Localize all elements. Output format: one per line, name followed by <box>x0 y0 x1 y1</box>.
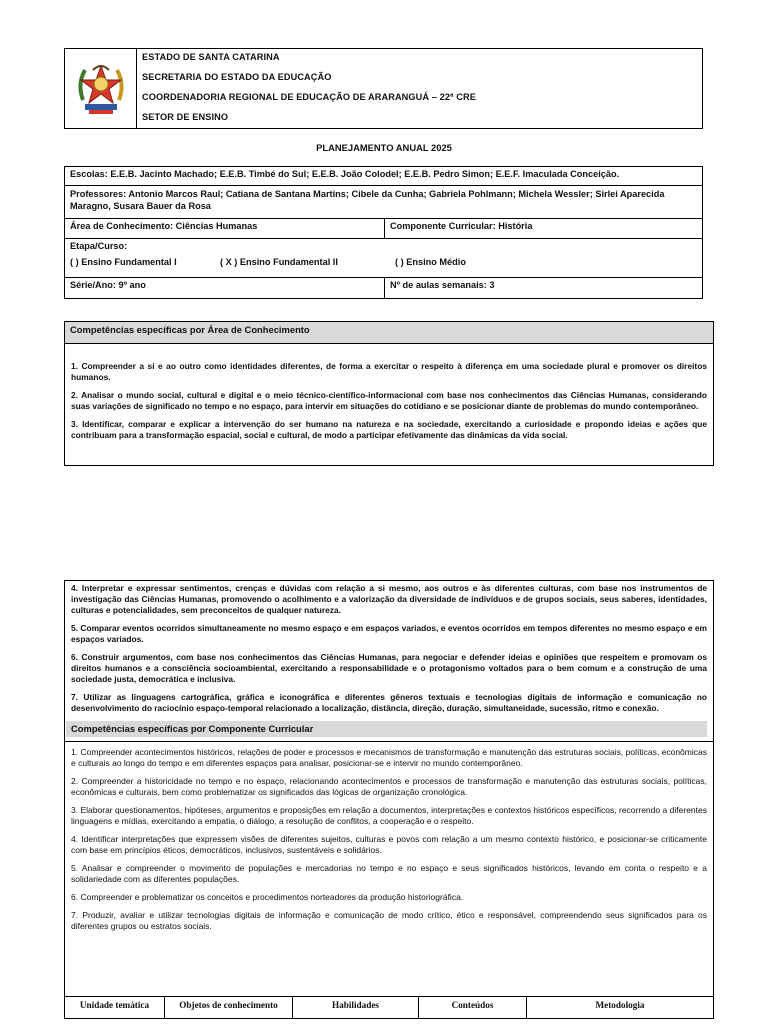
component-competency-item: 4. Identificar interpretações que expressem visões de diferentes sujeitos, culturas e povos com relação a um mesmo contexto histórico, e posicionar-se criticamente com base em princípios éticos, democráticos, inclusivos, sustentáveis e solidários. <box>71 834 707 855</box>
option-medio: ( ) Ensino Médio <box>395 257 466 267</box>
col-skills: Habilidades <box>293 997 419 1018</box>
schools-row: Escolas: E.E.B. Jacinto Machado; E.E.B. Timbé do Sul; E.E.B. João Colodel; E.E.B. Pedro Simon; E.E.F. Imaculada Conceição. <box>65 167 702 186</box>
area-competency-item: 5. Comparar eventos ocorridos simultaneamente no mesmo espaço e em espaços variados, e eventos ocorridos em tempos diferentes no mesmo espaço e em espaços variados. <box>71 623 707 644</box>
header-state: ESTADO DE SANTA CATARINA <box>142 52 280 62</box>
col-thematic-unit: Unidade temática <box>65 997 165 1018</box>
stage-options <box>70 257 697 267</box>
area-competencies-continued <box>65 581 713 714</box>
planning-table-header <box>65 996 713 1018</box>
component-competency-item: 1. Compreender acontecimentos históricos, relações de poder e processos e mecanismos de transformação e manutenção das estruturas sociais, políticas, econômicas e culturais ao longo do tempo e em diferentes espaços para analisar, posicionar-se e intervir no mundo contemporâneo. <box>71 747 707 768</box>
coat-of-arms-icon <box>75 60 127 118</box>
component-competencies-heading: Competências específicas por Componente Curricular <box>66 721 707 737</box>
option-fundamental-1: ( ) Ensino Fundamental I <box>70 257 177 267</box>
continued-competencies-box <box>64 580 714 1019</box>
header-coordination: COORDENADORIA REGIONAL DE EDUCAÇÃO DE ARARANGUÁ – 22ª CRE <box>142 92 476 102</box>
page-title: PLANEJAMENTO ANUAL 2025 <box>316 142 452 153</box>
stage-label: Etapa/Curso: <box>70 241 128 251</box>
option-fundamental-2: ( X ) Ensino Fundamental II <box>220 257 338 267</box>
area-competencies-heading: Competências específicas por Área de Conhecimento <box>65 322 713 344</box>
area-competency-item: 3. Identificar, comparar e explicar a intervenção do ser humano na natureza e na sociedade, exercitando a curiosidade e propondo ideias e ações que contribuam para a transformação espacial, social e cultural, de modo a participar efetivamente das dinâmicas da vida social. <box>71 419 707 440</box>
knowledge-area: Área de Conhecimento: Ciências Humanas <box>65 219 385 238</box>
component-competencies-list <box>65 742 713 932</box>
col-knowledge-objects: Objetos de conhecimento <box>165 997 293 1018</box>
weekly-classes: Nº de aulas semanais: 3 <box>390 280 495 290</box>
component-competency-item: 3. Elaborar questionamentos, hipóteses, argumentos e proposições em relação a documentos, interpretações e contextos históricos específicos, recorrendo a diferentes linguagens e mídias, exercitando a empatia, o diálogo, a resolução de conflitos, a cooperação e o respeito. <box>71 805 707 826</box>
col-methodology: Metodologia <box>595 1000 645 1010</box>
header-sector: SETOR DE ENSINO <box>142 112 229 122</box>
area-competency-item: 6. Construir argumentos, com base nos conhecimentos das Ciências Humanas, para negociar e defender ideias e opiniões que respeitem e promovam os direitos humanos e a consciência socioambiental, exercitando a responsabilidade e o protagonismo voltados para o bem comum e a construção de uma sociedade justa, democrática e inclusiva. <box>71 652 707 684</box>
grade-classes-row <box>65 278 702 298</box>
header-lines <box>137 49 702 128</box>
area-component-row <box>65 219 702 239</box>
curricular-component: Componente Curricular: História <box>390 221 533 231</box>
component-competency-item: 5. Analisar e compreender o movimento de populações e mercadorias no tempo e no espaço e seus significados históricos, levando em conta o respeito e a solidariedade com as diferentes populações. <box>71 863 707 884</box>
header-secretariat: SECRETARIA DO ESTADO DA EDUCAÇÃO <box>142 72 332 82</box>
info-table <box>64 166 703 299</box>
stage-row <box>65 239 702 278</box>
grade-year: Série/Ano: 9º ano <box>65 278 385 298</box>
area-competency-item: 4. Interpretar e expressar sentimentos, crenças e dúvidas com relação a si mesmo, aos outros e às diferentes culturas, com base nos instrumentos de investigação das Ciências Humanas, promovendo o acolhimento e a valorização da diversidade de indivíduos e de grupos sociais, seus saberes, identidades, culturas e potencialidades, sem preconceitos de qualquer natureza. <box>71 583 707 615</box>
col-contents: Conteúdos <box>419 997 527 1018</box>
area-competency-item: 7. Utilizar as linguagens cartográfica, gráfica e iconográfica e diferentes gêneros textuais e tecnologias digitais de informação e comunicação no desenvolvimento do raciocínio espaço-temporal relacionado a localização, distância, direção, duração, simultaneidade, sucessão, ritmo e conexão. <box>71 692 707 713</box>
area-competencies-box <box>64 321 714 466</box>
crest-cell <box>65 49 137 128</box>
area-competency-item: 1. Compreender a si e ao outro como identidades diferentes, de forma a exercitar o respeito à diferença em uma sociedade plural e promover os direitos humanos. <box>71 361 707 382</box>
component-competency-item: 7. Produzir, avaliar e utilizar tecnologias digitais de informação e comunicação de modo crítico, ético e responsável, compreendendo seus significados para os diferentes grupos ou estratos sociais. <box>71 910 707 931</box>
component-competency-item: 2. Compreender a historicidade no tempo e no espaço, relacionando acontecimentos e processos de transformação e manutenção das estruturas sociais, políticas, econômicas e culturais, bem como problematizar os significados das lógicas de organização cronológica. <box>71 776 707 797</box>
component-competency-item: 6. Compreender e problematizar os conceitos e procedimentos norteadores da produção historiográfica. <box>71 892 464 902</box>
header-box <box>64 48 703 129</box>
area-competency-item: 2. Analisar o mundo social, cultural e digital e o meio técnico-científico-informacional com base nos conhecimentos das Ciências Humanas, considerando suas variações de significado no tempo e no espaço, para intervir em situações do cotidiano e se posicionar diante de problemas do mundo contemporâneo. <box>71 390 707 411</box>
area-competencies-list <box>65 344 713 441</box>
teachers-row: Professores: Antonio Marcos Raul; Catiana de Santana Martins; Cibele da Cunha; Gabriela Pohlmann; Michela Wessler; Sirlei Aparecida Maragno, Susara Bauer da Rosa <box>65 186 702 219</box>
